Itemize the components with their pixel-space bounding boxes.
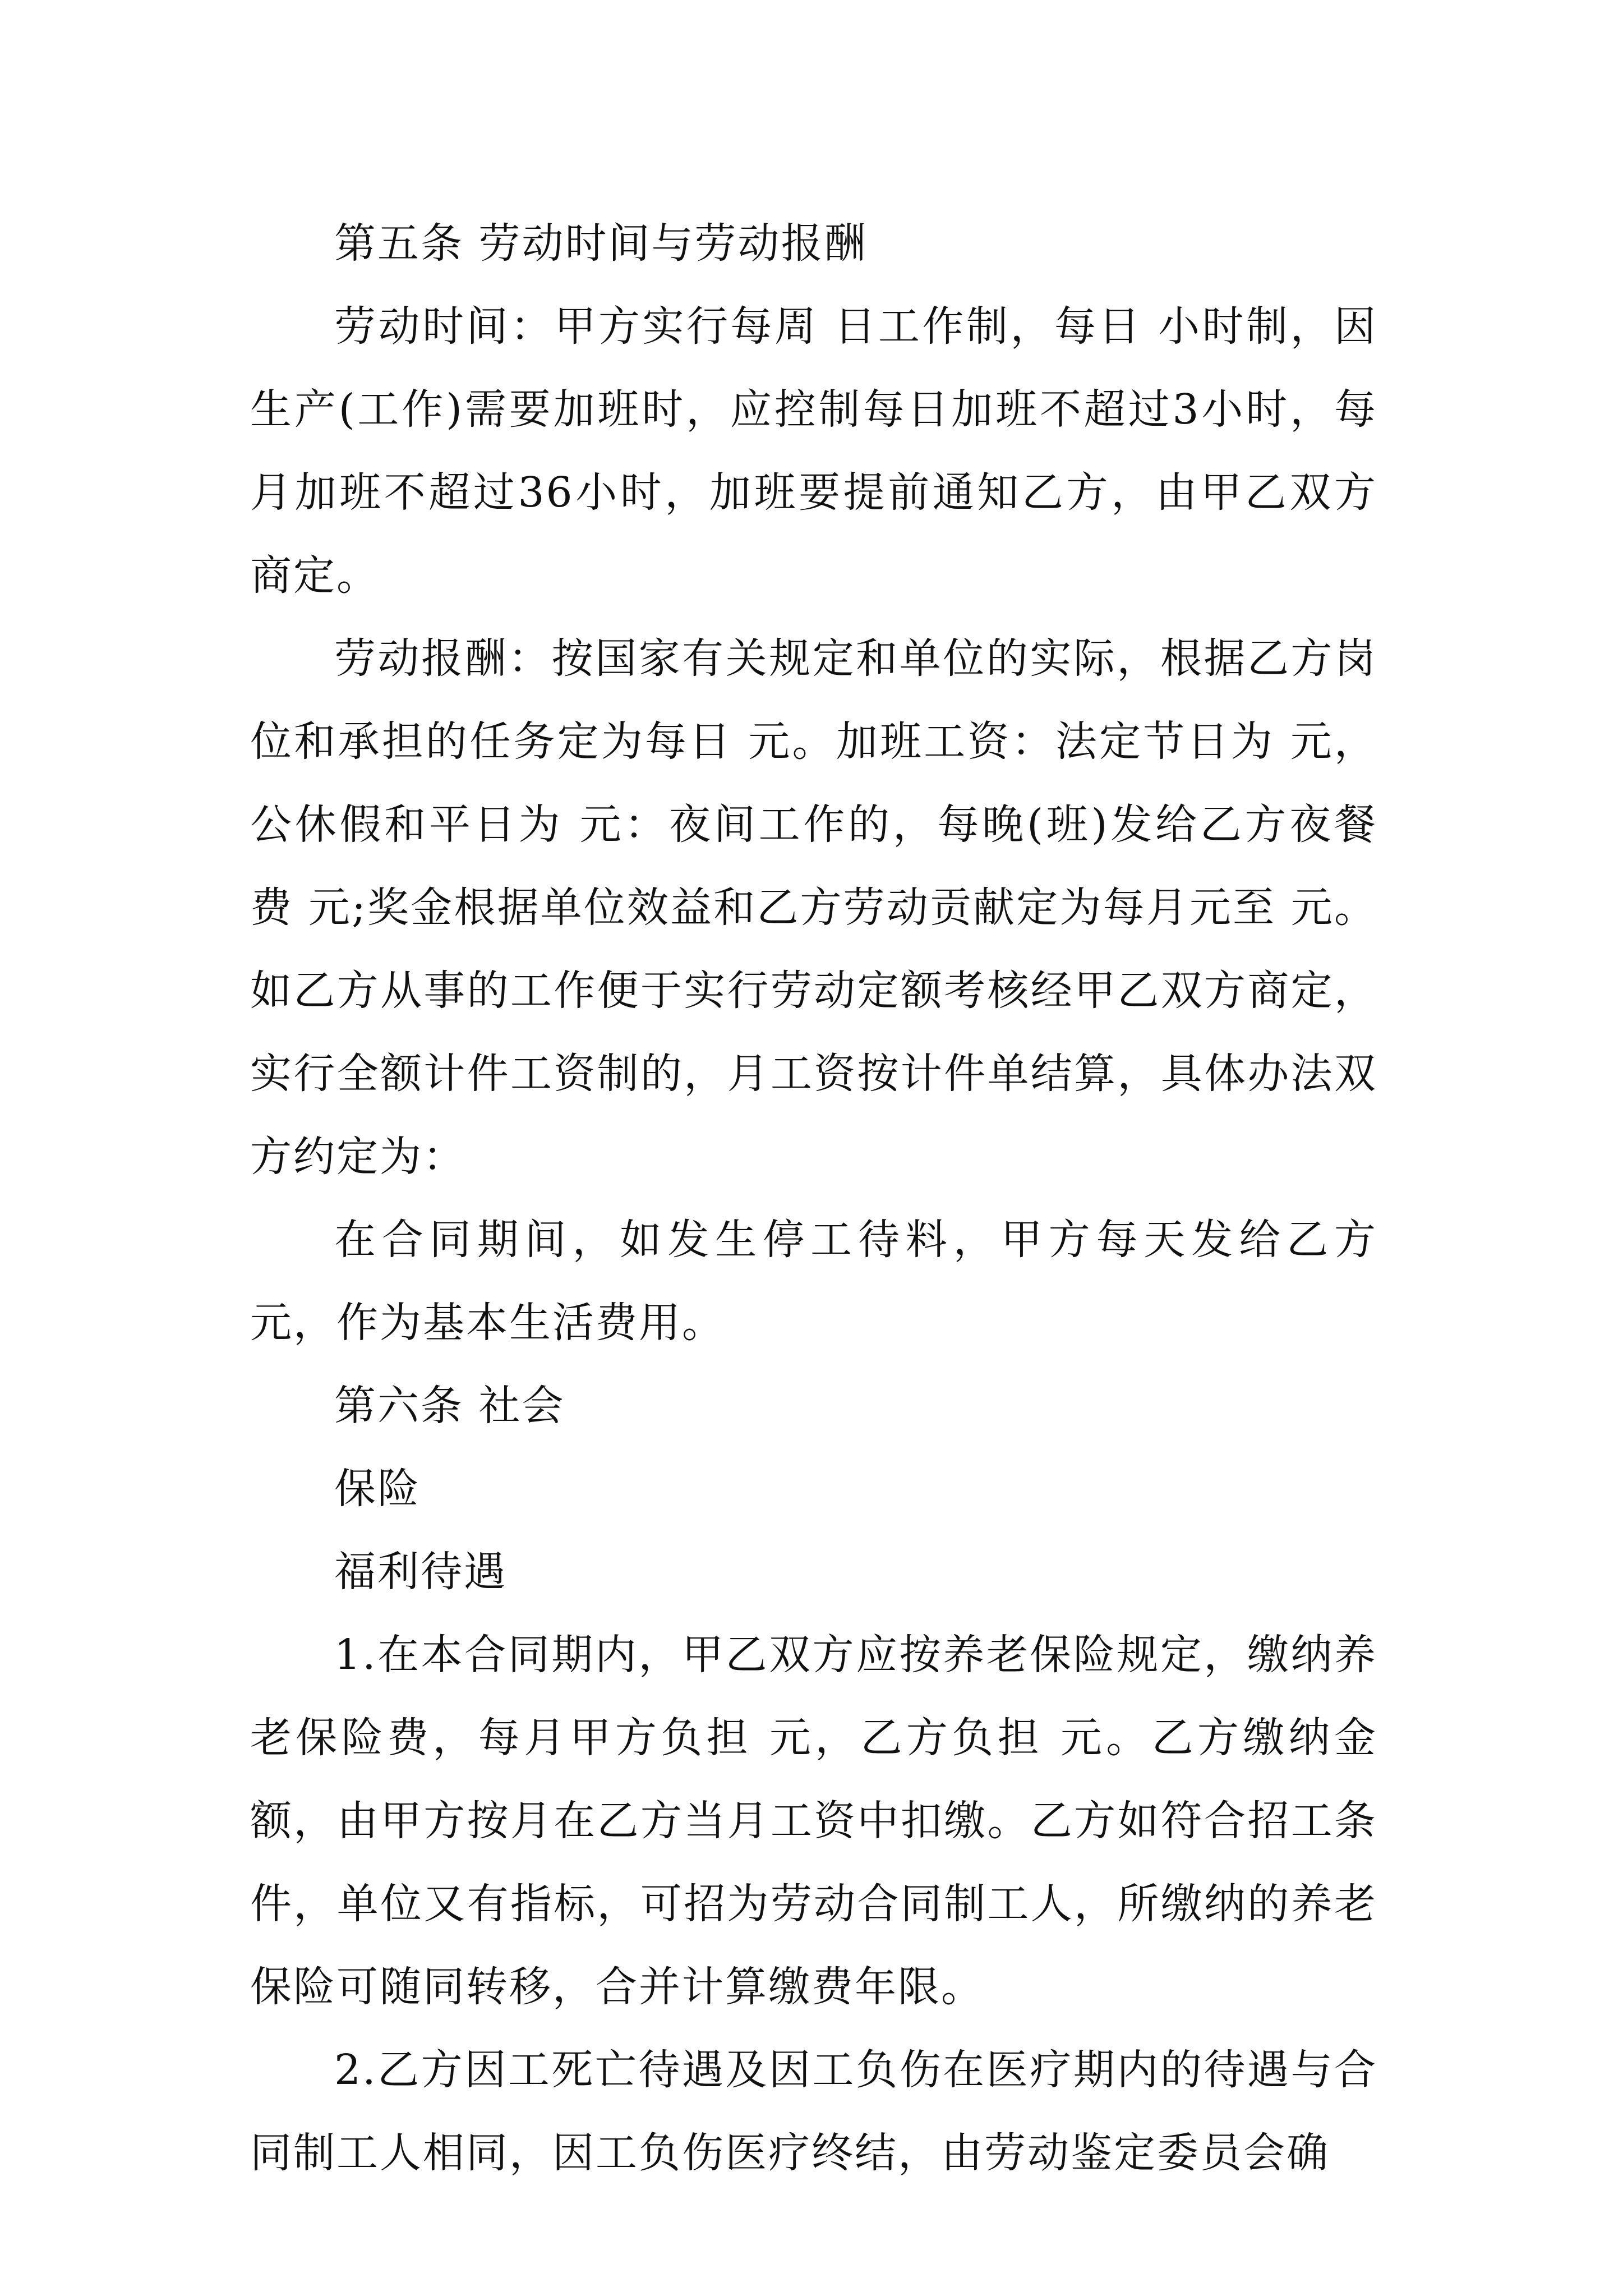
work-injury-paragraph: 2.乙方因工死亡待遇及因工负伤在医疗期内的待遇与合同制工人相同，因工负伤医疗终结，由劳动鉴定委员会确	[250, 2046, 1377, 2177]
pension-insurance-paragraph: 1.在本合同期内，甲乙双方应按养老保险规定，缴纳养老保险费，每月甲方负担 元，乙方负担 元。乙方缴纳金额，由甲方按月在乙方当月工资中扣缴。乙方如符合招工条件，单位又有指标，可招为劳动合同制工人，所缴纳的养老保险可随同转移，合并计算缴费年限。	[250, 1631, 1377, 2011]
article-5-heading: 第五条 劳动时间与劳动报酬	[334, 219, 868, 268]
welfare-heading: 福利待遇	[334, 1548, 507, 1596]
document-body	[250, 202, 1377, 2194]
work-stoppage-paragraph: 在合同期间，如发生停工待料，甲方每天发给乙方 元，作为基本生活费用。	[250, 1216, 1377, 1347]
article-6-heading: 第六条 社会	[334, 1382, 565, 1430]
working-hours-paragraph: 劳动时间：甲方实行每周 日工作制，每日 小时制，因生产(工作)需要加班时，应控制每日加班不超过3小时，每月加班不超过36小时，加班要提前通知乙方，由甲乙双方商定。	[250, 302, 1377, 600]
remuneration-paragraph: 劳动报酬：按国家有关规定和单位的实际，根据乙方岗位和承担的任务定为每日 元。加班工资：法定节日为 元，公休假和平日为 元：夜间工作的，每晚(班)发给乙方夜餐费 元;奖金根据单位效益和乙方劳动贡献定为每月元至 元。如乙方从事的工作便于实行劳动定额考核经甲乙双方商定，实行全额计件工资制的，月工资按计件单结算，具体办法双方约定为：	[250, 634, 1377, 1181]
insurance-heading: 保险	[334, 1465, 421, 1513]
